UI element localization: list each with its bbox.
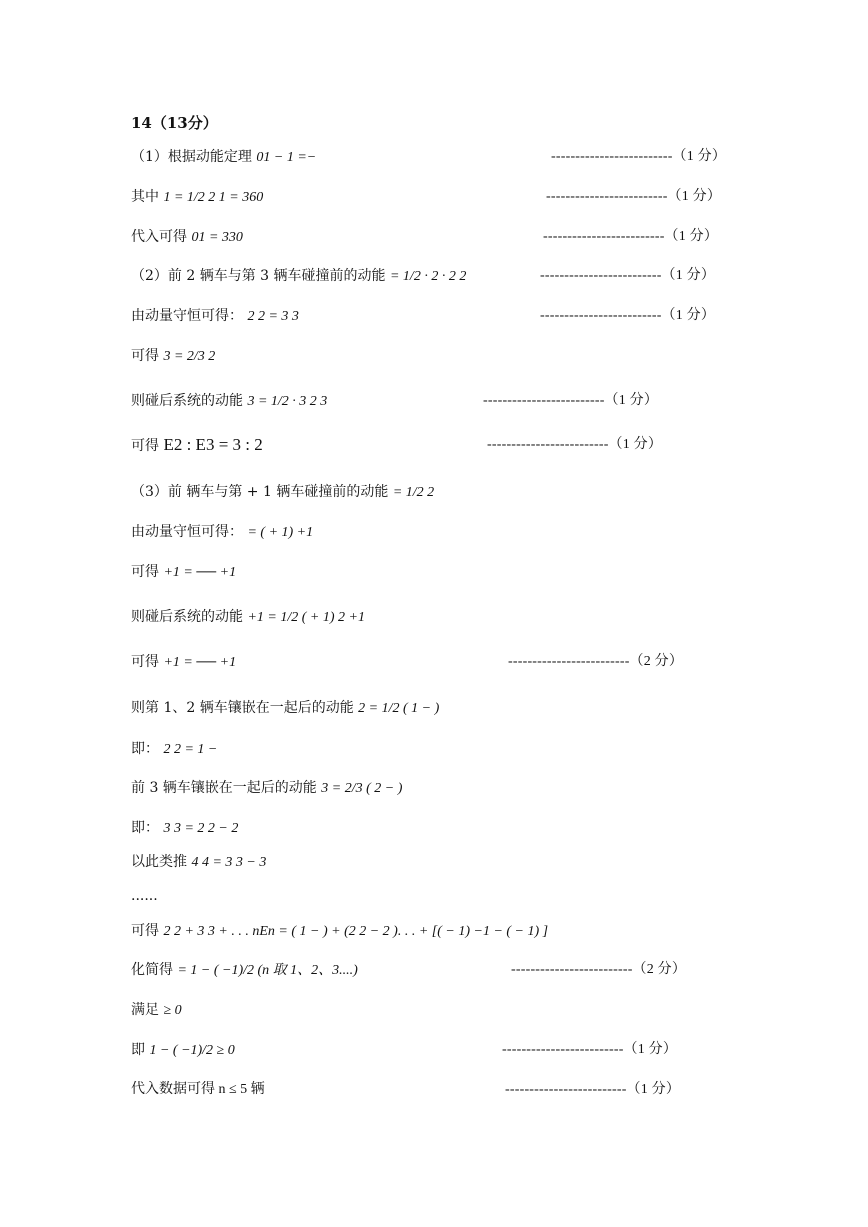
solution-line (131, 852, 266, 873)
solution-line (131, 562, 236, 583)
line-formula: 2 2 = 3 3 (247, 309, 299, 324)
line-formula: 2 2 + 3 3 + . . . nEn = ( 1 − ) + (2 2 − 2 ). . . + [( − 1) −1 − ( − 1) ] (163, 924, 549, 939)
score-marker: -------------------------（1 分） (540, 308, 716, 323)
line-text: （2）前 2 辆车与第 3 辆车碰撞前的动能 (131, 268, 386, 284)
solution-line (131, 1080, 265, 1100)
line-formula: 01 − 1 =− (256, 150, 317, 165)
solution-line (131, 960, 358, 981)
line-formula: 3 3 = 2 2 − 2 (163, 821, 239, 836)
line-text: 即 (131, 1042, 145, 1058)
line-text: 可得 (131, 654, 159, 670)
solution-line (131, 482, 434, 503)
solution-line (131, 522, 313, 543)
line-formula: 1 = 1/2 2 1 = 360 (163, 190, 264, 205)
line-formula: ≥ 0 (163, 1003, 182, 1018)
line-text: 满足 (131, 1002, 159, 1018)
line-formula: = 1/2 · 2 · 2 2 (389, 269, 467, 284)
line-text: 则碰后系统的动能 (131, 393, 243, 409)
line-text: 由动量守恒可得： (131, 524, 243, 540)
score-marker: -------------------------（1 分） (540, 268, 716, 283)
score-marker: -------------------------（2 分） (511, 962, 687, 977)
solution-line (131, 266, 466, 287)
line-text: ...... (131, 888, 158, 904)
question-heading: 14（13分） (131, 114, 218, 132)
line-formula: +1 = 1/2 ( + 1) 2 +1 (247, 610, 365, 625)
solution-line (131, 652, 236, 673)
score-marker: -------------------------（1 分） (551, 149, 727, 164)
score-marker: -------------------------（1 分） (546, 189, 722, 204)
line-formula: +1 = ── +1 (163, 565, 237, 580)
solution-line (131, 187, 263, 208)
line-text: 以此类推 (131, 854, 187, 870)
score-marker: -------------------------（1 分） (505, 1082, 681, 1097)
solution-line (131, 607, 365, 628)
solution-line (131, 1040, 235, 1061)
line-text: 即： (131, 741, 159, 757)
line-text: 代入数据可得 n ≤ 5 辆 (131, 1082, 265, 1097)
line-text: 其中 (131, 189, 159, 205)
line-text: 则碰后系统的动能 (131, 609, 243, 625)
line-formula: +1 = ── +1 (163, 655, 237, 670)
line-formula: E2 : E3 = 3 : 2 (163, 435, 263, 454)
solution-line (131, 921, 548, 942)
score-marker: -------------------------（1 分） (543, 229, 719, 244)
solution-line (131, 391, 327, 412)
line-formula: 3 = 1/2 · 3 2 3 (247, 394, 328, 409)
line-text: 可得 (131, 564, 159, 580)
solution-line (131, 346, 215, 367)
line-formula: 2 = 1/2 ( 1 − ) (358, 701, 440, 716)
solution-line (131, 886, 158, 906)
line-formula: = 1 − ( −1)/2 (n 取 1、2、3....) (177, 963, 358, 978)
line-formula: = ( + 1) +1 (247, 525, 314, 540)
solution-line (131, 818, 238, 839)
line-text: 则第 1、2 辆车镶嵌在一起后的动能 (131, 700, 354, 716)
line-formula: 4 4 = 3 3 − 3 (191, 855, 267, 870)
line-formula: 01 = 330 (191, 230, 243, 245)
line-text: 即： (131, 820, 159, 836)
solution-line (131, 227, 243, 248)
line-text: （3）前 辆车与第 + 1 辆车碰撞前的动能 (131, 484, 389, 500)
line-text: 可得 (131, 348, 159, 364)
line-text: 可得 (131, 923, 159, 939)
solution-line (131, 147, 316, 168)
line-text: 可得 (131, 438, 159, 454)
line-formula: = 1/2 2 (392, 485, 435, 500)
solution-line (131, 698, 439, 719)
score-marker: -------------------------（1 分） (483, 393, 659, 408)
solution-line (131, 435, 263, 456)
score-marker: -------------------------（1 分） (502, 1042, 678, 1057)
line-text: 代入可得 (131, 229, 187, 245)
line-formula: 3 = 2/3 2 (163, 349, 216, 364)
line-text: 由动量守恒可得： (131, 308, 243, 324)
line-text: （1）根据动能定理 (131, 149, 252, 165)
solution-line (131, 739, 217, 760)
solution-line (131, 306, 299, 327)
line-formula: 1 − ( −1)/2 ≥ 0 (149, 1043, 235, 1058)
solution-line (131, 778, 402, 799)
line-text: 化简得 (131, 962, 173, 978)
solution-line (131, 1000, 182, 1021)
line-formula: 3 = 2/3 ( 2 − ) (321, 781, 403, 796)
score-marker: -------------------------（2 分） (508, 654, 684, 669)
score-marker: -------------------------（1 分） (487, 437, 663, 452)
line-formula: 2 2 = 1 − (163, 742, 218, 757)
line-text: 前 3 辆车镶嵌在一起后的动能 (131, 780, 317, 796)
